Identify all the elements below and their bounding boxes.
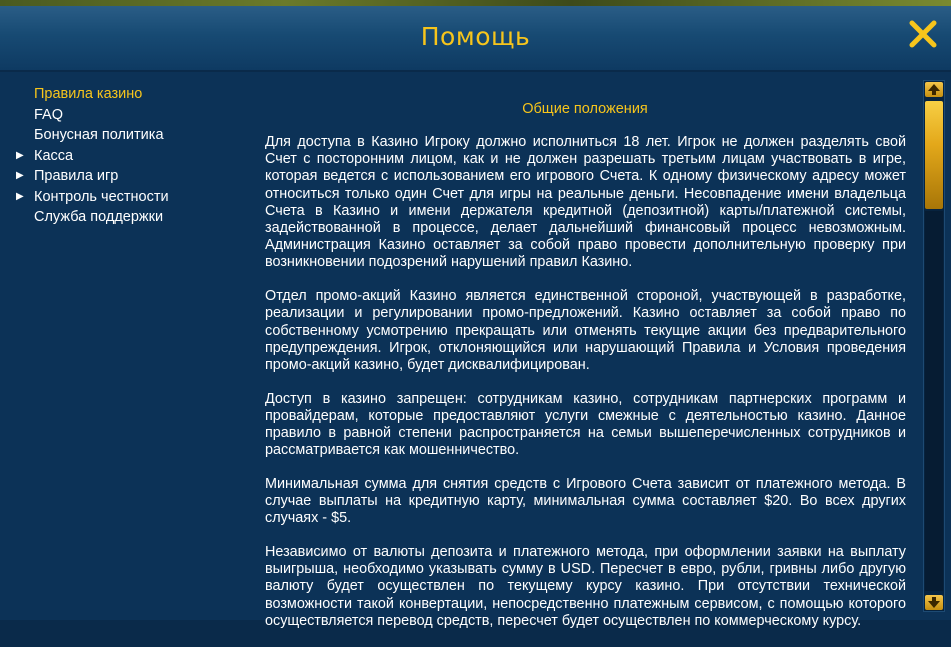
content-paragraph: Доступ в казино запрещен: сотрудникам казино, сотрудникам партнерских программ и провайдерам, которые предоставляют услуги смежные с деятельностью казино. Данное правило в равной степени распространяется на семьи вышеперечисленных сотрудников и рассматривается как мошенничество. [265, 390, 906, 459]
content-paragraph: Независимо от валюты депозита и платежного метода, при оформлении заявки на выплату выигрыша, необходимо указывать сумму в USD. Пересчет в евро, рубли, гривны либо другую валюту будет осуществлен по текущему курсу казино. При отсутствии технической возможности такой конвертации, непосредственно платежным сервисом, с помощью которого осуществляется перевод средств, пересчет будет осуществлен по коммерческому курсу. [265, 544, 906, 629]
content-paragraph: Для доступа в Казино Игроку должно исполниться 18 лет. Игрок не должен разделять свой Счет с посторонним лицом, как и не должен разрешать третьим лицам участвовать в игре, которая ведется с использованием его игрового Счета. К одному физическому адресу может относиться только один Счет для игры на реальные деньги. Несовпадение имени владельца Счета в Казино и имени держателя кредитной (депозитной) карты/платежной системы, задействованной в процессе, делает дальнейший финансовый процесс невозможным. Администрация Казино оставляет за собой право провести дополнительную проверку при возникновении подозрений нарушений правил Казино. [265, 134, 906, 271]
sidebar-item-1[interactable] [16, 105, 169, 126]
scroll-thumb[interactable] [925, 101, 943, 209]
window-header [0, 6, 951, 72]
sidebar-item-label: Правила казино [34, 86, 143, 102]
content-paragraph: Минимальная сумма для снятия средств с Игрового Счета зависит от платежного метода. В случае выплаты на кредитную карту, минимальная сумма составляет $20. Во всех других случаях - $5. [265, 475, 906, 527]
sidebar-item-label: Служба поддержки [34, 209, 164, 225]
sidebar-item-label: Бонусная политика [34, 127, 164, 143]
sidebar-item-2[interactable] [16, 125, 169, 146]
sidebar-item-label: Контроль честности [34, 188, 169, 205]
sidebar-item-5[interactable] [16, 187, 169, 208]
sidebar-item-4[interactable] [16, 166, 169, 187]
content-paragraph: Отдел промо-акций Казино является единственной стороной, участвующей в разработке, реализации и регулировании промо-предложений. Казино оставляет за собой право по собственному усмотрению прекращать или отменять текущие акции без предварительного предупреждения. Игрок, отклоняющийся или нарушающий Правила и Условия проведения промо-акций казино, будет дисквалифицирован. [265, 288, 906, 373]
window-title: Помощь [420, 22, 531, 51]
sidebar-item-3[interactable] [16, 146, 169, 167]
triangle-right-icon: ▶ [16, 170, 24, 181]
arrow-up-icon [925, 82, 943, 97]
close-icon [907, 18, 939, 50]
scroll-up-button[interactable] [925, 82, 943, 97]
close-button[interactable] [907, 18, 939, 50]
sidebar-item-6[interactable] [16, 207, 169, 228]
sidebar-item-label: FAQ [34, 106, 64, 123]
triangle-right-icon: ▶ [16, 190, 24, 202]
triangle-right-icon: ▶ [16, 149, 24, 161]
arrow-down-icon [925, 595, 943, 610]
main-content [250, 72, 920, 629]
scrollbar[interactable] [923, 80, 945, 612]
sidebar-item-label: Правила игр [34, 168, 119, 184]
scroll-track[interactable] [925, 211, 943, 591]
sidebar-item-0[interactable] [16, 84, 169, 105]
content-text [265, 134, 906, 647]
scroll-down-button[interactable] [925, 595, 943, 610]
sidebar [0, 72, 250, 620]
sidebar-item-label: Касса [34, 147, 74, 164]
sidebar-nav [16, 84, 169, 228]
section-title: Общие положения [522, 101, 648, 117]
